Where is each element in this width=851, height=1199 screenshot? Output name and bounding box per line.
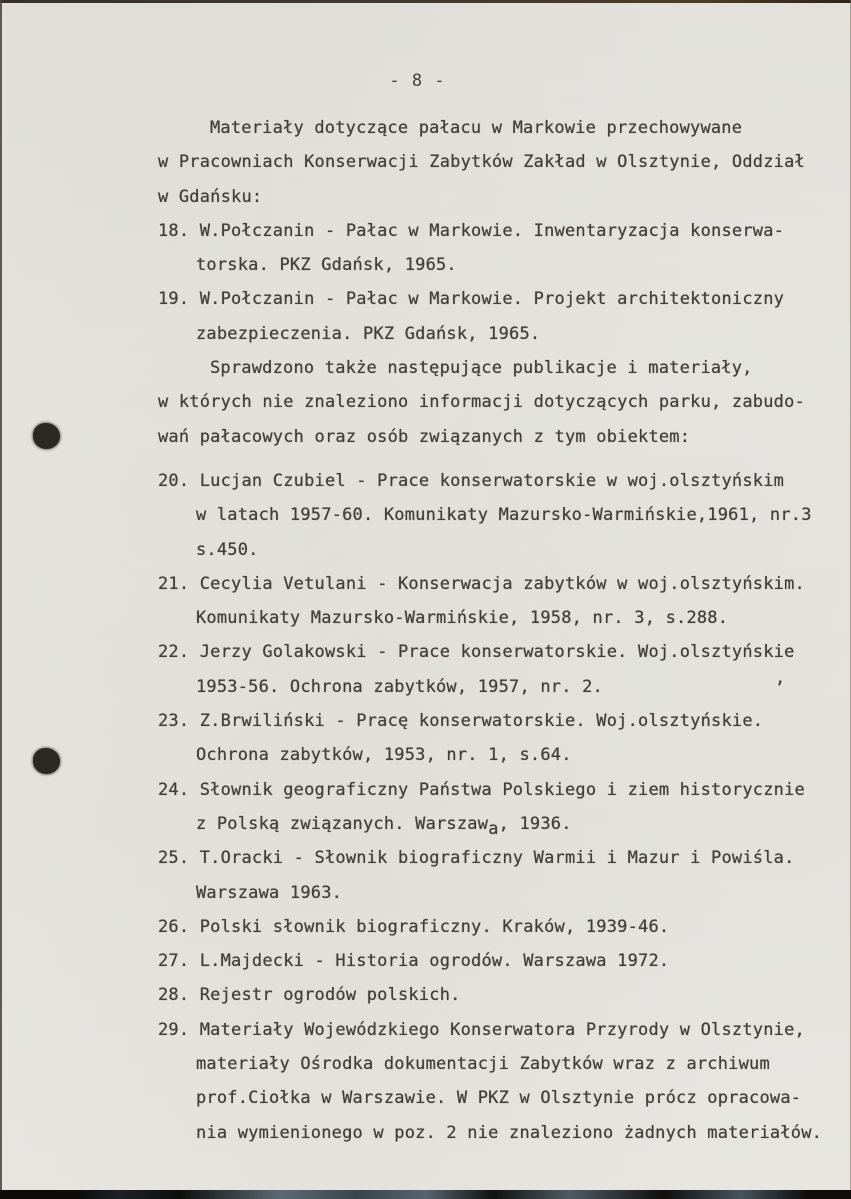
doc-line: s.450. [196, 539, 259, 560]
doc-line: prof.Ciołka w Warszawie. W PKZ w Olsztynie prócz opracowa- [196, 1088, 802, 1109]
doc-line: w Gdańsku: [158, 186, 263, 207]
doc-line: Warszawa 1963. [196, 882, 343, 903]
doc-line: Ochrona zabytków, 1953, nr. 1, s.64. [196, 745, 572, 766]
doc-line: w których nie znaleziono informacji dotyczących parku, zabudo- [158, 392, 805, 413]
doc-line-item-26: 26. Polski słownik biograficzny. Kraków, 1939-46. [158, 916, 670, 937]
page-number: - 8 - [389, 71, 446, 91]
doc-line: w latach 1957-60. Komunikaty Mazursko-Warmińskie,1961, nr.3 [196, 505, 812, 526]
doc-line: torska. PKZ Gdańsk, 1965. [196, 255, 457, 276]
doc-line: 1953-56. Ochrona zabytków, 1957, nr. 2. [196, 676, 603, 697]
doc-line: materiały Ośrodka dokumentacji Zabytków wraz z archiwum [196, 1054, 770, 1075]
doc-line-item-18: 18. W.Połczanin - Pałac w Markowie. Inwentaryzacja konserwa- [158, 220, 785, 241]
doc-line-item-27: 27. L.Majdecki - Historia ogrodów. Warszawa 1972. [158, 951, 670, 972]
doc-line: wań pałacowych oraz osób związanych z tym obiektem: [158, 426, 691, 447]
doc-line-item-25: 25. T.Oracki - Słownik biograficzny Warmii i Mazur i Powiśla. [158, 848, 795, 869]
scan-edge-bottom [0, 1190, 851, 1199]
doc-line: zabezpieczenia. PKZ Gdańsk, 1965. [196, 323, 541, 344]
typewritten-text-block [0, 111, 851, 1150]
doc-line-item-23: 23. Z.Brwiliński - Pracę konserwatorskie. Woj.olsztyńskie. [158, 711, 764, 732]
doc-line [0, 807, 851, 841]
doc-line-item-24: 24. Słownik geograficzny Państwa Polskiego i ziem historycznie [158, 779, 805, 800]
doc-line: Sprawdzono także następujące publikacje i materiały, [210, 358, 753, 379]
doc-line-item-22: 22. Jerzy Golakowski - Prace konserwatorskie. Woj.olsztyńskie [158, 642, 795, 663]
doc-line-text: z Polską związanych. Warszaw [196, 813, 489, 834]
doc-line-item-28: 28. Rejestr ogrodów polskich. [158, 985, 461, 1006]
doc-line-item-29: 29. Materiały Wojewódzkiego Konserwatora Przyrody w Olsztynie, [158, 1019, 805, 1040]
stray-typed-comma: , [775, 668, 786, 688]
doc-line: nia wymienionego w poz. 2 nie znaleziono żadnych materiałów. [196, 1122, 823, 1143]
doc-line: Materiały dotyczące pałacu w Markowie przechowywane [210, 118, 743, 138]
doc-line: w Pracowniach Konserwacji Zabytków Zakład w Olsztynie, Oddział [158, 152, 805, 173]
doc-line-text: , 1936. [498, 813, 572, 834]
doc-line-item-21: 21. Cecylia Vetulani - Konserwacja zabytków w woj.olsztyńskim. [158, 573, 805, 594]
doc-line-item-19: 19. W.Połczanin - Pałac w Markowie. Projekt architektoniczny [158, 289, 785, 310]
doc-line-item-20: 20. Lucjan Czubiel - Prace konserwatorskie w woj.olsztyńskim [158, 470, 785, 491]
dropped-letter: a [488, 818, 499, 839]
doc-line: Komunikaty Mazursko-Warmińskie, 1958, nr. 3, s.288. [196, 608, 729, 629]
scan-edge-top [0, 0, 851, 3]
